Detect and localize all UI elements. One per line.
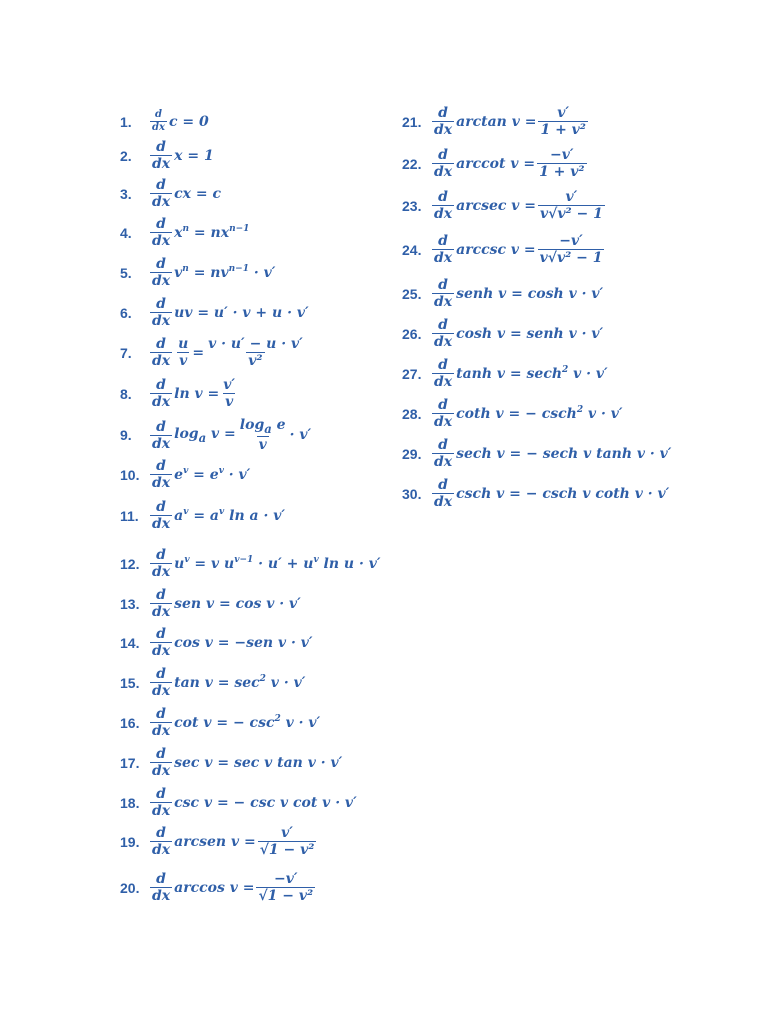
op-denominator: dx bbox=[152, 353, 171, 369]
op-numerator: d bbox=[156, 336, 166, 352]
op-denominator: dx bbox=[152, 643, 171, 659]
formula-5 bbox=[120, 257, 275, 288]
term: cot v = − csc bbox=[174, 715, 275, 731]
formula-24 bbox=[402, 234, 606, 265]
formula-2 bbox=[120, 140, 214, 171]
formula-body: ln v = bbox=[174, 385, 220, 402]
op-numerator: d bbox=[438, 437, 448, 453]
op-denominator: dx bbox=[152, 763, 171, 779]
formula-body: arcsec v = bbox=[456, 197, 537, 214]
derivative-operator bbox=[432, 278, 454, 309]
formula-body: sech v = − sech v tanh v · v′ bbox=[456, 445, 672, 462]
formula-body bbox=[174, 508, 285, 523]
formula-body bbox=[456, 366, 608, 381]
formula-body: x = 1 bbox=[174, 147, 214, 164]
op-numerator: d bbox=[438, 397, 448, 413]
op-numerator: d bbox=[156, 296, 166, 312]
term: ln u · v′ bbox=[318, 556, 381, 572]
formula-number: 1. bbox=[120, 113, 132, 130]
derivative-operator bbox=[150, 420, 172, 451]
op-denominator: dx bbox=[152, 842, 171, 858]
formula-number: 21. bbox=[402, 113, 422, 130]
formula-18 bbox=[120, 787, 357, 818]
term: x bbox=[174, 225, 183, 241]
formula-25 bbox=[402, 278, 603, 309]
result-fraction bbox=[221, 378, 237, 409]
op-numerator: d bbox=[438, 233, 448, 249]
formula-number: 12. bbox=[120, 555, 140, 572]
formula-body bbox=[174, 467, 250, 482]
formula-4 bbox=[120, 217, 249, 248]
term: ln a · v′ bbox=[224, 508, 286, 524]
term: tan v = sec bbox=[174, 675, 260, 691]
formula-number: 14. bbox=[120, 634, 140, 651]
formula-27 bbox=[402, 358, 608, 389]
op-numerator: d bbox=[156, 139, 166, 155]
term: v bbox=[174, 265, 183, 281]
op-numerator: d bbox=[156, 746, 166, 762]
term: v · v′ bbox=[583, 406, 623, 422]
formula-body: c = 0 bbox=[168, 113, 209, 130]
term: e bbox=[271, 417, 286, 433]
term: = nx bbox=[189, 225, 230, 241]
op-numerator: d bbox=[156, 177, 166, 193]
result-denominator: v bbox=[258, 437, 267, 454]
result-denominator: 1 + v² bbox=[540, 122, 586, 138]
result-numerator bbox=[238, 418, 288, 436]
formula-body: csch v = − csch v coth v · v′ bbox=[456, 485, 670, 502]
formula-13 bbox=[120, 588, 301, 619]
result-numerator: −v′ bbox=[550, 147, 574, 163]
term: coth v = − csch bbox=[456, 406, 577, 422]
exponent: v bbox=[218, 466, 224, 476]
op-numerator: d bbox=[156, 786, 166, 802]
formula-14 bbox=[120, 627, 313, 658]
exponent: n bbox=[182, 264, 189, 274]
op-denominator: dx bbox=[434, 122, 453, 138]
op-denominator: dx bbox=[152, 435, 171, 452]
derivative-operator bbox=[150, 257, 172, 288]
term: tanh v = sech bbox=[456, 366, 563, 382]
op-numerator: d bbox=[156, 706, 166, 722]
formula-body: arccos v = bbox=[174, 879, 255, 896]
op-denominator: dx bbox=[434, 206, 453, 222]
result-fraction bbox=[538, 234, 605, 265]
formula-body: sen v = cos v · v′ bbox=[174, 595, 301, 612]
formula-body bbox=[174, 265, 275, 280]
result-fraction bbox=[256, 872, 315, 903]
result-denominator: 1 + v² bbox=[539, 164, 585, 180]
formula-29 bbox=[402, 438, 671, 469]
derivative-operator bbox=[432, 358, 454, 389]
result-numerator: v · u′ − u · v′ bbox=[208, 336, 303, 352]
result-denominator: v√v² − 1 bbox=[539, 250, 603, 266]
op-denominator: dx bbox=[152, 156, 171, 172]
formula-number: 29. bbox=[402, 445, 422, 462]
formula-28 bbox=[402, 398, 623, 429]
exponent: n−1 bbox=[229, 224, 250, 234]
term: = e bbox=[188, 467, 219, 483]
formula-body bbox=[174, 556, 380, 571]
formula-body: senh v = cosh v · v′ bbox=[456, 285, 604, 302]
op-numerator: d bbox=[154, 109, 162, 120]
term: · u′ + u bbox=[253, 556, 314, 572]
formula-number: 9. bbox=[120, 427, 132, 444]
result-denominator: √1 − v² bbox=[258, 888, 314, 904]
exponent: n bbox=[182, 224, 190, 234]
op-numerator: d bbox=[156, 626, 166, 642]
formula-number: 11. bbox=[120, 507, 139, 524]
op-denominator: dx bbox=[152, 564, 171, 580]
formula-number: 23. bbox=[402, 197, 422, 214]
result-numerator: −v′ bbox=[559, 233, 583, 249]
derivative-operator bbox=[150, 178, 172, 209]
op-numerator: d bbox=[438, 105, 448, 121]
result-denominator: v² bbox=[248, 353, 263, 369]
formula-3 bbox=[120, 178, 221, 209]
op-numerator: d bbox=[156, 256, 166, 272]
term: = a bbox=[188, 508, 220, 524]
exponent: 2 bbox=[274, 714, 281, 724]
formula-body bbox=[174, 427, 236, 444]
term: · v′ bbox=[248, 265, 276, 281]
formula-6 bbox=[120, 297, 309, 328]
formula-11 bbox=[120, 500, 285, 531]
derivative-operator bbox=[432, 398, 454, 429]
derivative-operator bbox=[150, 872, 172, 903]
formula-number: 25. bbox=[402, 285, 422, 302]
term: a bbox=[174, 508, 184, 524]
formula-7 bbox=[120, 337, 307, 368]
derivative-operator bbox=[432, 148, 454, 179]
argument-fraction bbox=[176, 337, 190, 368]
formula-number: 5. bbox=[120, 264, 132, 281]
formula-number: 17. bbox=[120, 754, 140, 771]
formula-1 bbox=[120, 110, 209, 133]
formula-22 bbox=[402, 148, 589, 179]
formula-number: 7. bbox=[120, 344, 132, 361]
result-numerator: v′ bbox=[565, 189, 578, 205]
exponent: v bbox=[183, 507, 189, 517]
derivative-operator bbox=[150, 337, 172, 368]
formula-body: cx = c bbox=[174, 185, 222, 202]
op-denominator: dx bbox=[434, 414, 453, 430]
formula-10 bbox=[120, 459, 250, 490]
derivative-operator bbox=[150, 667, 172, 698]
formula-number: 18. bbox=[120, 794, 140, 811]
derivative-operator bbox=[150, 826, 172, 857]
derivative-operator bbox=[150, 217, 172, 248]
formula-20 bbox=[120, 872, 317, 903]
op-denominator: dx bbox=[152, 604, 171, 620]
derivative-operator bbox=[432, 106, 454, 137]
formula-number: 27. bbox=[402, 365, 422, 382]
formula-number: 13. bbox=[120, 595, 140, 612]
term: log bbox=[239, 417, 265, 433]
derivative-operator bbox=[432, 318, 454, 349]
formula-number: 28. bbox=[402, 405, 422, 422]
op-numerator: d bbox=[156, 458, 166, 474]
result-fraction bbox=[206, 337, 305, 368]
formula-number: 6. bbox=[120, 304, 132, 321]
formula-body: cos v = −sen v · v′ bbox=[174, 634, 313, 651]
formula-number: 3. bbox=[120, 185, 132, 202]
derivative-operator bbox=[150, 787, 172, 818]
op-numerator: d bbox=[156, 377, 166, 393]
derivative-operator bbox=[150, 627, 172, 658]
formula-body bbox=[174, 225, 249, 240]
result-denominator: √1 − v² bbox=[259, 842, 315, 858]
op-numerator: d bbox=[156, 418, 166, 435]
derivative-operator bbox=[432, 478, 454, 509]
formula-8 bbox=[120, 378, 239, 409]
exponent: n−1 bbox=[228, 264, 249, 274]
op-denominator: dx bbox=[152, 194, 171, 210]
op-denominator: dx bbox=[152, 888, 171, 904]
result-fraction bbox=[538, 190, 605, 221]
formula-body: uv = u′ · v + u · v′ bbox=[174, 304, 309, 321]
op-denominator: dx bbox=[152, 475, 171, 491]
op-numerator: d bbox=[438, 477, 448, 493]
formula-30 bbox=[402, 478, 669, 509]
op-numerator: d bbox=[156, 216, 166, 232]
op-denominator: dx bbox=[152, 233, 171, 249]
op-numerator: d bbox=[438, 277, 448, 293]
term: u bbox=[174, 556, 185, 572]
formula-number: 30. bbox=[402, 485, 422, 502]
derivative-operator bbox=[150, 140, 172, 171]
formula-number: 20. bbox=[120, 879, 140, 896]
op-denominator: dx bbox=[152, 273, 171, 289]
result-numerator: v′ bbox=[223, 377, 236, 393]
term: e bbox=[174, 467, 184, 483]
term: · v′ bbox=[223, 467, 251, 483]
result-fraction bbox=[538, 106, 588, 137]
op-denominator: dx bbox=[152, 516, 171, 532]
exponent: v bbox=[313, 555, 319, 565]
op-denominator: dx bbox=[152, 313, 171, 329]
arg-denominator: v bbox=[179, 353, 188, 369]
derivative-operator bbox=[150, 500, 172, 531]
result-numerator: −v′ bbox=[274, 871, 298, 887]
op-numerator: d bbox=[156, 666, 166, 682]
op-numerator: d bbox=[156, 825, 166, 841]
result-denominator: v√v² − 1 bbox=[540, 206, 603, 222]
derivative-operator bbox=[432, 234, 454, 265]
formula-number: 15. bbox=[120, 674, 140, 691]
formula-21 bbox=[402, 106, 590, 137]
formula-16 bbox=[120, 707, 320, 738]
term: v · v′ bbox=[280, 715, 321, 731]
derivative-operator bbox=[150, 747, 172, 778]
term: v = bbox=[206, 425, 236, 442]
op-numerator: d bbox=[156, 499, 166, 515]
formula-body: csc v = − csc v cot v · v′ bbox=[174, 794, 357, 811]
op-numerator: d bbox=[156, 587, 166, 603]
op-denominator: dx bbox=[434, 250, 453, 266]
formula-17 bbox=[120, 747, 342, 778]
op-denominator: dx bbox=[152, 683, 171, 699]
formula-body: arcsen v = bbox=[174, 833, 256, 850]
formula-12 bbox=[120, 548, 381, 579]
term: = nv bbox=[188, 265, 229, 281]
derivative-operator bbox=[432, 190, 454, 221]
arg-numerator: u bbox=[178, 336, 189, 352]
op-numerator: d bbox=[156, 547, 166, 563]
exponent: v bbox=[184, 555, 190, 565]
derivative-operator bbox=[150, 378, 172, 409]
op-denominator: dx bbox=[434, 164, 453, 180]
formula-body: arccsc v = bbox=[456, 241, 536, 258]
term: v · v′ bbox=[568, 366, 608, 382]
derivative-operator bbox=[150, 297, 172, 328]
formula-body: sec v = sec v tan v · v′ bbox=[174, 754, 343, 771]
exponent: v bbox=[183, 466, 189, 476]
result-fraction bbox=[537, 148, 587, 179]
formula-body: cosh v = senh v · v′ bbox=[456, 325, 604, 342]
derivative-operator bbox=[150, 588, 172, 619]
formula-number: 26. bbox=[402, 325, 422, 342]
formula-number: 16. bbox=[120, 714, 140, 731]
formula-number: 10. bbox=[120, 466, 140, 483]
op-denominator: dx bbox=[152, 394, 171, 410]
formula-23 bbox=[402, 190, 607, 221]
derivative-operator bbox=[150, 110, 167, 133]
exponent: v−1 bbox=[234, 555, 254, 565]
result-fraction bbox=[258, 826, 317, 857]
formula-number: 8. bbox=[120, 385, 132, 402]
formula-number: 2. bbox=[120, 147, 132, 164]
derivative-operator bbox=[150, 548, 172, 579]
exponent: v bbox=[219, 507, 225, 517]
formula-body bbox=[174, 715, 320, 730]
op-denominator: dx bbox=[434, 374, 453, 390]
subscript: a bbox=[198, 430, 207, 445]
op-numerator: d bbox=[438, 357, 448, 373]
subscript: a bbox=[264, 421, 272, 436]
exponent: 2 bbox=[259, 674, 266, 684]
op-denominator: dx bbox=[152, 723, 171, 739]
result-numerator: v′ bbox=[557, 105, 570, 121]
formula-26 bbox=[402, 318, 603, 349]
term: v · v′ bbox=[265, 675, 306, 691]
formula-number: 19. bbox=[120, 833, 140, 850]
op-denominator: dx bbox=[434, 454, 453, 470]
derivative-operator bbox=[432, 438, 454, 469]
formula-body bbox=[174, 675, 305, 690]
formula-number: 4. bbox=[120, 224, 132, 241]
op-denominator: dx bbox=[152, 122, 165, 133]
derivative-operator bbox=[150, 459, 172, 490]
formula-number: 24. bbox=[402, 241, 422, 258]
op-numerator: d bbox=[156, 871, 166, 887]
formula-body bbox=[456, 406, 622, 421]
formula-tail: · v′ bbox=[289, 427, 312, 444]
formula-19 bbox=[120, 826, 318, 857]
op-numerator: d bbox=[438, 189, 448, 205]
exponent: 2 bbox=[576, 405, 584, 415]
derivative-operator bbox=[150, 707, 172, 738]
formula-number: 22. bbox=[402, 155, 422, 172]
op-denominator: dx bbox=[434, 334, 453, 350]
term: = v u bbox=[189, 556, 235, 572]
formula-body: arctan v = bbox=[456, 113, 537, 130]
op-numerator: d bbox=[438, 317, 448, 333]
formula-body: arccot v = bbox=[456, 155, 536, 172]
result-fraction bbox=[238, 418, 288, 452]
op-denominator: dx bbox=[434, 494, 453, 510]
term: log bbox=[174, 425, 199, 442]
result-numerator: v′ bbox=[281, 825, 293, 841]
op-denominator: dx bbox=[152, 803, 171, 819]
formula-9 bbox=[120, 418, 311, 452]
result-denominator: v bbox=[225, 394, 234, 410]
op-numerator: d bbox=[438, 147, 448, 163]
op-denominator: dx bbox=[434, 294, 453, 310]
equals-sign: = bbox=[192, 344, 205, 361]
formula-15 bbox=[120, 667, 305, 698]
exponent: 2 bbox=[562, 365, 569, 375]
